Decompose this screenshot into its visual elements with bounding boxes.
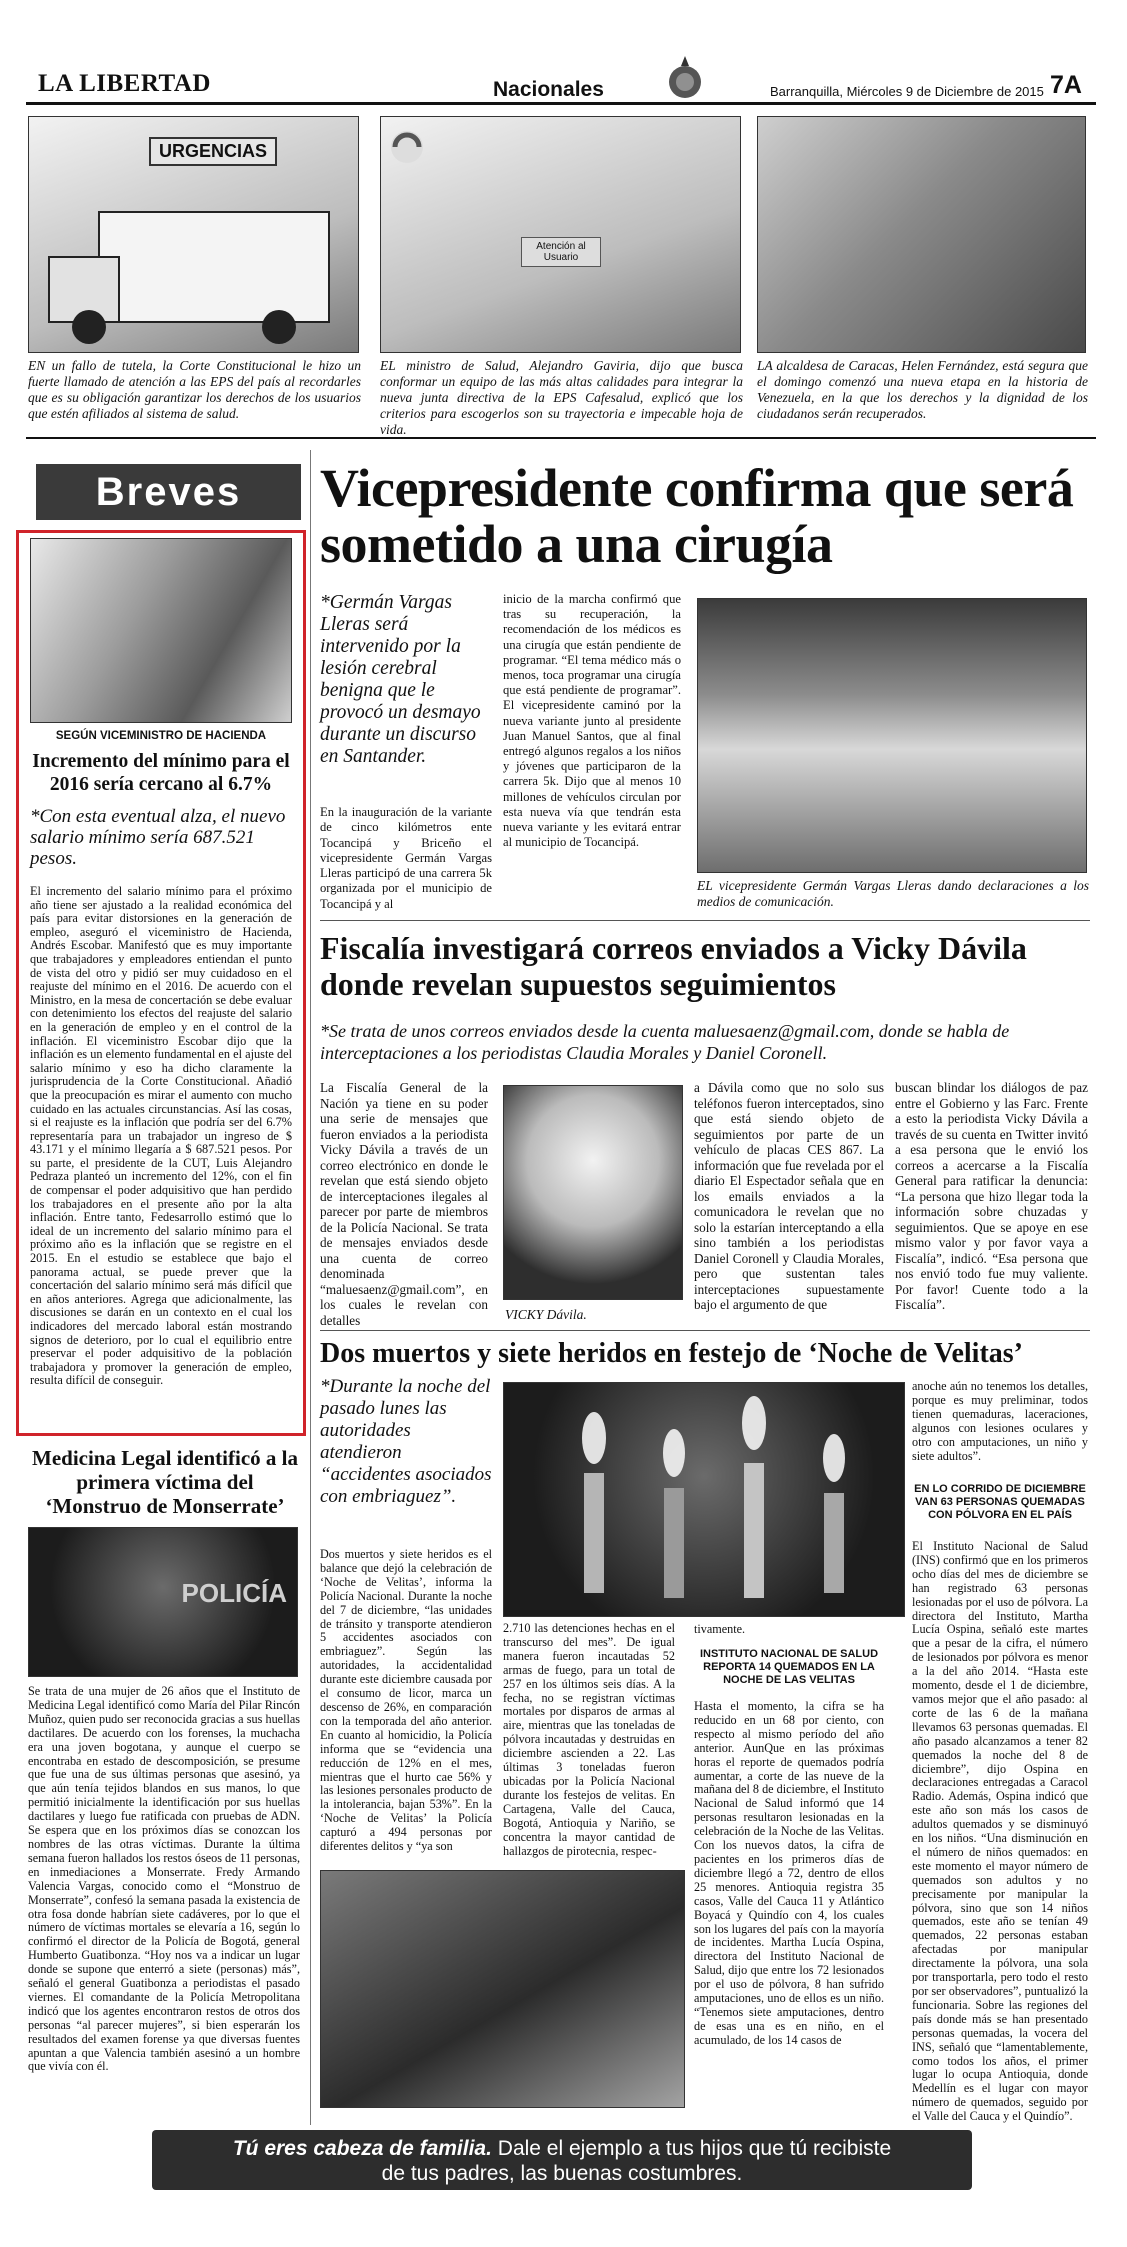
vice-press-photo [697,598,1087,873]
article-headline: Fiscalía investigará correos enviados a Vicky Dávila donde revelan supuestos seguimientos [320,930,1027,1002]
candles-photo [503,1382,905,1617]
ornament-icon [660,52,710,102]
article-body: tivamente. [694,1622,746,1636]
lead-headline: Vicepresidente confirma que será sometido a una cirugía [320,458,1074,574]
article-body: El incremento del salario mínimo para el próximo año tiene ser ajustado a la realidad económica del país para evitar distorsiones en la generación de empleo, aseguró el viceministro de Hacienda, Andrés Escobar. Manifestó que es muy importante que trabajadores y empleadores entiendan el punto de vista del otro y pidió ser muy cuidadoso en el reajuste del mínimo en el 2016. De acuerdo con el Ministro, en la mesa de concertación se debe evaluar con detenimiento los efectos del reajuste del salario en la generación de empleo y en el control de la inflación. El viceministro Escobar dijo que la inflación es un elemento fundamental en el ajuste del salario mínimo y eso ha dicho claramente la jurisprudencia de la Corte Constitucional. Añadió que la preocupación es mirar el aumento con mucho cuidado en las actuales circunstancias. Así las cosas, si el reajuste es la inflación que podría ser del 6.7% representaría para un trabajador un ingreso de $ 43.171 y el mínimo llegaría a $ 687.521 pesos. Por su parte, el presidente de la CUT, Luis Alejandro Pedraza planteó un incremento del 12%, con el fin de compensar el poder adquisitivo que han perdido los trabajadores en el presente año por la alta inflación. Entre tanto, Fedesarrollo estimó que lo ideal de un incremento del salario mínimo para el próximo año es la inflación que se registre en el 2015. En el estudio se establece que bajo el panorama actual, se puede prever que la concertación del salario mínimo será más difícil que en años anteriores. Agrega que adicionalmente, las discusiones se darán en un contexto en el cual los indicadores del mercado laboral están mostrando signos de deterioro, por lo cual el equilibrio entre preservar el poder adquisitivo de la población trabajadora y promover la generación de empleo, resulta difícil de conseguir. [30,885,292,1388]
suspect-photo [28,1527,298,1677]
cafesalud-office-photo [380,116,741,353]
masthead: LA LIBERTAD [38,70,211,97]
article-body: En la inauguración de la variante de cinco kilómetros ente Tocancipá y Briceño el vicepresidente Germán Vargas Lleras participó de una carrera 5k organizada por el municipio de Tocancipá y al [320,805,492,911]
section-rule [320,1330,1090,1331]
article-body: La Fiscalía General de la Nación ya tiene en su poder una serie de mensajes que fueron enviados a la periodista Vicky Dávila a través de un correo electrónico en donde le revelan que está siendo objeto de interceptaciones ilegales al parecer por parte de miembros de la Policía Nacional. Se trata de mensajes enviados desde una cuenta de correo denominada “maluesaenz@gmail.com”, en los cuales le revelan con detalles [320,1080,488,1328]
column-divider [310,450,311,2125]
ad-line-1 [152,2136,972,2161]
breves-label: Breves [36,464,301,520]
atencion-sign: Atención al Usuario [521,237,601,267]
photo-caption: EL vicepresidente Germán Vargas Lleras dando declaraciones a los medios de comunicación. [697,878,1089,909]
article-body: a Dávila como que no solo sus teléfonos fueron interceptados, sino que está siendo objeto de seguimientos por parte de un vehículo de placas CES 867. La información que fue revelada por el diario El Espectador señala que en los emails enviados a la comunicadora le revelan que no solo la estarían interceptando a ella sino también a los periodistas Daniel Coronell y Claudia Morales, pero que sustentan tales interceptaciones supuestamente bajo el argumento de que [694,1080,884,1312]
ambulance-shape [29,117,360,354]
inner-heading: INSTITUTO NACIONAL DE SALUD REPORTA 14 QUEMADOS EN LA NOCHE DE LAS VELITAS [699,1648,879,1686]
article-body: Hasta el momento, la cifra se ha reducido en un 68 por ciento, con respecto al mismo período del año anterior. AunQue en las próximas horas el reporte de quemados podría aumentar, a corte de las nueve de la mañana del 8 de diciembre, el Instituto Nacional de Salud informó que 14 personas resultaron lesionadas en la celebración de la Noche de las Velitas. Con los nuevos datos, la cifra de pacientes en los primeros días de diciembre llegó a 72, dentro de ellos 25 menores. Antioquia registra 35 casos, Valle del Cauca 11 y Atlántico Boyacá y Quindío con 4, los cuales son los lugares del país con la mayoría de incidentes. Martha Lucía Ospina, directora del Instituto Nacional de Salud, dijo que entre los 72 lesionados por el uso de pólvora, 8 han sufrido amputaciones, uno de ellos es un niño. “Tenemos siete amputaciones, dentro de esas una es en niño, en el acumulado, de los 14 casos de [694,1699,884,2047]
candles-illustration [504,1383,906,1618]
ambulance-photo [28,116,359,353]
photo-caption: LA alcaldesa de Caracas, Helen Fernández, está segura que el domingo comenzó una nueva etapa en la historia de Venezuela, en la que los derechos y la dignidad de los ciudadanos serán recuperados. [757,358,1088,421]
section-name: Nacionales [493,78,604,101]
article-body: Se trata de una mujer de 26 años que el Instituto de Medicina Legal identificó como María del Pilar Rincón Muñoz, quien pudo ser reconocida gracias a sus huellas dactilares. De acuerdo con los forenses, la muchacha era una joven bogotana, y aunque el cuerpo se encontraba en estado de descomposición, se presume que fue una de sus últimas personas que asesinó, ya que aún tenía tejidos blandos en sus manos, lo que permitió inicialmente la identificación por sus huellas dactilares y luego fue ratificada con pruebas de ADN. Se espera que en los próximos días se conozcan los nombres de las otras víctimas. Durante la última semana fueron hallados los restos óseos de 11 personas, en inmediaciones a Monserrate. Fredy Armando Valencia Vargas, conocido como el “Monstruo de Monserrate”, confesó la semana pasada la existencia de otra fosa donde habrían siete cadáveres, por lo que el número de víctimas mortales se elevaría a 16, según lo confirmó el director de la Policía de Bogotá, general Humberto Guatibonza. “Hoy nos va a indicar un lugar donde se supone que enterró a siete (personas) más”, señaló el general Guatibonza a periodistas el pasado viernes. El comandante de la Policía Metropolitana indicó que los agentes encontraron restos de otros dos personas “al parecer mujeres”, si bien esperarán los resultados del examen forense ya que diversas fuentes apuntan a que Valencia también asesinó a un hombre que vivía con él. [28,1685,300,2074]
page-number: 7A [1050,71,1082,99]
ad-line-2: de tus padres, las buenas costumbres. [381,2162,743,2185]
caracas-mayor-photo [757,116,1086,353]
article-headline: Incremento del mínimo para el 2016 sería cercano al 6.7% [32,751,290,795]
logo-icon [387,127,427,167]
urgencias-sign: URGENCIAS [149,137,277,166]
article-subtitle: *Durante la noche del pasado lunes las autoridades atendieron “accidentes asociados con embriaguez”. [320,1376,492,1507]
article-kicker: SEGÚN VICEMINISTRO DE HACIENDA [55,730,267,742]
ad-banner [152,2130,972,2190]
policia-vest-text: POLICÍA [181,1578,287,1608]
issue-date: Barranquilla, Miércoles 9 de Diciembre de 2015 [770,84,1044,99]
photo-caption: EL ministro de Salud, Alejandro Gaviria, dijo que busca conformar un equipo de las más altas calidades para integrar la nueva junta directiva de la EPS Cafesalud, explicó que los criterios para escogerlos son su trayectoria e impecable hoja de vida. [380,358,743,437]
article-body: 2.710 las detenciones hechas en el transcurso del mes”. De igual manera fueron incautadas 52 armas de fuego, para un total de 257 en los últimos seis días. A la fecha, no se registran víctimas mortales por disparos de armas al aire, mientras que las toneladas de pólvora incautadas y destruidas en diciembre ascienden a 22. Las últimas 3 toneladas fueron ubicadas por la Policía Nacional durante los festejos de velitas. En Cartagena, Valle del Cauca, Bogotá, Antioquia y Nariño, se concentra la mayor cantidad de hallazgos de pirotecnia, respec- [503,1621,675,1858]
article-body: Dos muertos y siete heridos es el balance que dejó la celebración de ‘Noche de Velitas’, informa la Policía Nacional. Durante la noche del 7 de diciembre, “las unidades de tránsito y transporte atendieron 5 accidentes asociados con embriaguez”. Según las autoridades, la accidentalidad durante este diciembre causada por el consumo de licor, marca un descenso de 26%, en comparación con la temporada del año anterior. En cuanto al homicidio, la Policía informa que se “evidencia una reducción de 12% en el mes, mientras que el hurto cae 56% y las lesiones personales producto de la intolerancia, bajan 53%”. En la ‘Noche de Velitas’ la Policía capturó a 494 personas por diferentes delitos y “ya son [320,1547,492,1854]
article-subtitle: *Se trata de unos correos enviados desde la cuenta maluesaenz@gmail.com, donde se habla de interceptaciones a los periodistas Claudia Morales y Daniel Coronell. [320,1021,1010,1063]
article-headline: Medicina Legal identificó a la primera víctima del ‘Monstruo de Monserrate’ [32,1446,298,1518]
ad-bold-text: Tú eres cabeza de familia. [232,2137,492,2160]
article-subtitle: *Germán Vargas Lleras será intervenido por la lesión cerebral benigna que le provocó un desmayo durante un discurso en Santander. [320,592,481,767]
header-rule [26,102,1096,105]
article-body: inicio de la marcha confirmó que tras su recuperación, la recomendación de los médicos es una cirugía que están pendiente de programar. “El tema médico más o menos, toca programar una cirugía que está pendiente de programar”. El vicepresidente caminó por la nueva variante junto al presidente Juan Manuel Santos, que al final entregó algunos regalos a los niños y jóvenes que participaron de la carrera 5k. Dijo que al menos 10 millones de vehículos circulan por esta nueva vía que tendrán esta nueva variante y les evitará entrar al municipio de Tocancipá. [503,592,681,850]
article-body: anoche aún no tenemos los detalles, porque es muy preliminar, todos tienen quemaduras, laceraciones, algunos con lesiones oculares y otro con amputaciones, un niño y siete adultos”. [912,1379,1088,1463]
section-rule [26,437,1096,439]
article-headline: Dos muertos y siete heridos en festejo de ‘Noche de Velitas’ [320,1338,1023,1369]
banknotes-photo [30,538,292,723]
inner-heading: EN LO CORRIDO DE DICIEMBRE VAN 63 PERSONAS QUEMADAS CON PÓLVORA EN EL PAÍS [914,1483,1086,1521]
photo-caption: EN un fallo de tutela, la Corte Constitucional le hizo un fuerte llamado de atención a las EPS del país al recordarles que es su obligación garantizar los derechos de los usuarios que estén afiliados al sistema de salud. [28,358,361,421]
article-body: El Instituto Nacional de Salud (INS) confirmó que en los primeros ocho días del mes de diciembre se han registrado 63 personas lesionadas por el uso de pólvora. La directora del Instituto, Martha Lucía Ospina, señaló este martes que a pesar de la cifra, el número de lesionados por pólvora es menor a la del año 2014. “Hasta este momento, desde el 1 de diciembre, vamos mejor que el año pasado: al corte de las 6 de la mañana llevamos 63 personas quemadas. El año pasado alcanzamos a tener 82 quemados la noche del 8 de diciembre”, dijo Ospina en declaraciones entregadas a Caracol Radio. Además, Ospina indicó que este año son más los casos de adultos quemados y se disminuyó en los niños. “Una disminución en el número de niños quemados: en este momento el mayor número de quemados son adultos y no precisamente por manipular la pólvora, sino que son 14 niños quemados, este año se tenían 49 quemados, 22 personas estaban afectadas por manipular directamente la pólvora, una sola por transportarla, pero todo el resto por ser observadores”, puntualizó la funcionaria. Sobre las regiones del país donde más se han presentado personas quemadas, la vocera del INS, señaló que “lamentablemente, como todos los años, el primer lugar lo ocupa Antioquia, donde Medellín es el lugar con mayor número de quemados, seguido por el Valle del Cauca y el Quindío”. [912,1539,1088,2124]
article-body: buscan blindar los diálogos de paz entre el Gobierno y las Farc. Frente a esto la periodista Vicky Dávila a través de su cuenta en Twitter invitó a esa persona que le envió los correos a acercarse a la Fiscalía General para ratificar la denuncia: “La persona que hizo llegar toda la información sobre chuzadas y seguimientos. Que se apoye en ese mismo valor y por favor vaya a Fiscalía”, indicó. “Esa persona que nos envió todo fue muy valiente. Por favor! Cuente todo a la Fiscalía”. [895,1080,1088,1312]
ad-text: Dale el ejemplo a tus hijos que tú recibiste [491,2137,892,2160]
vicky-davila-photo [503,1085,683,1300]
photo-caption: VICKY Dávila. [505,1307,587,1322]
burned-child-photo [320,1870,685,2108]
section-rule [320,920,1090,921]
article-subtitle: *Con esta eventual alza, el nuevo salario mínimo sería 687.521 pesos. [30,806,286,869]
